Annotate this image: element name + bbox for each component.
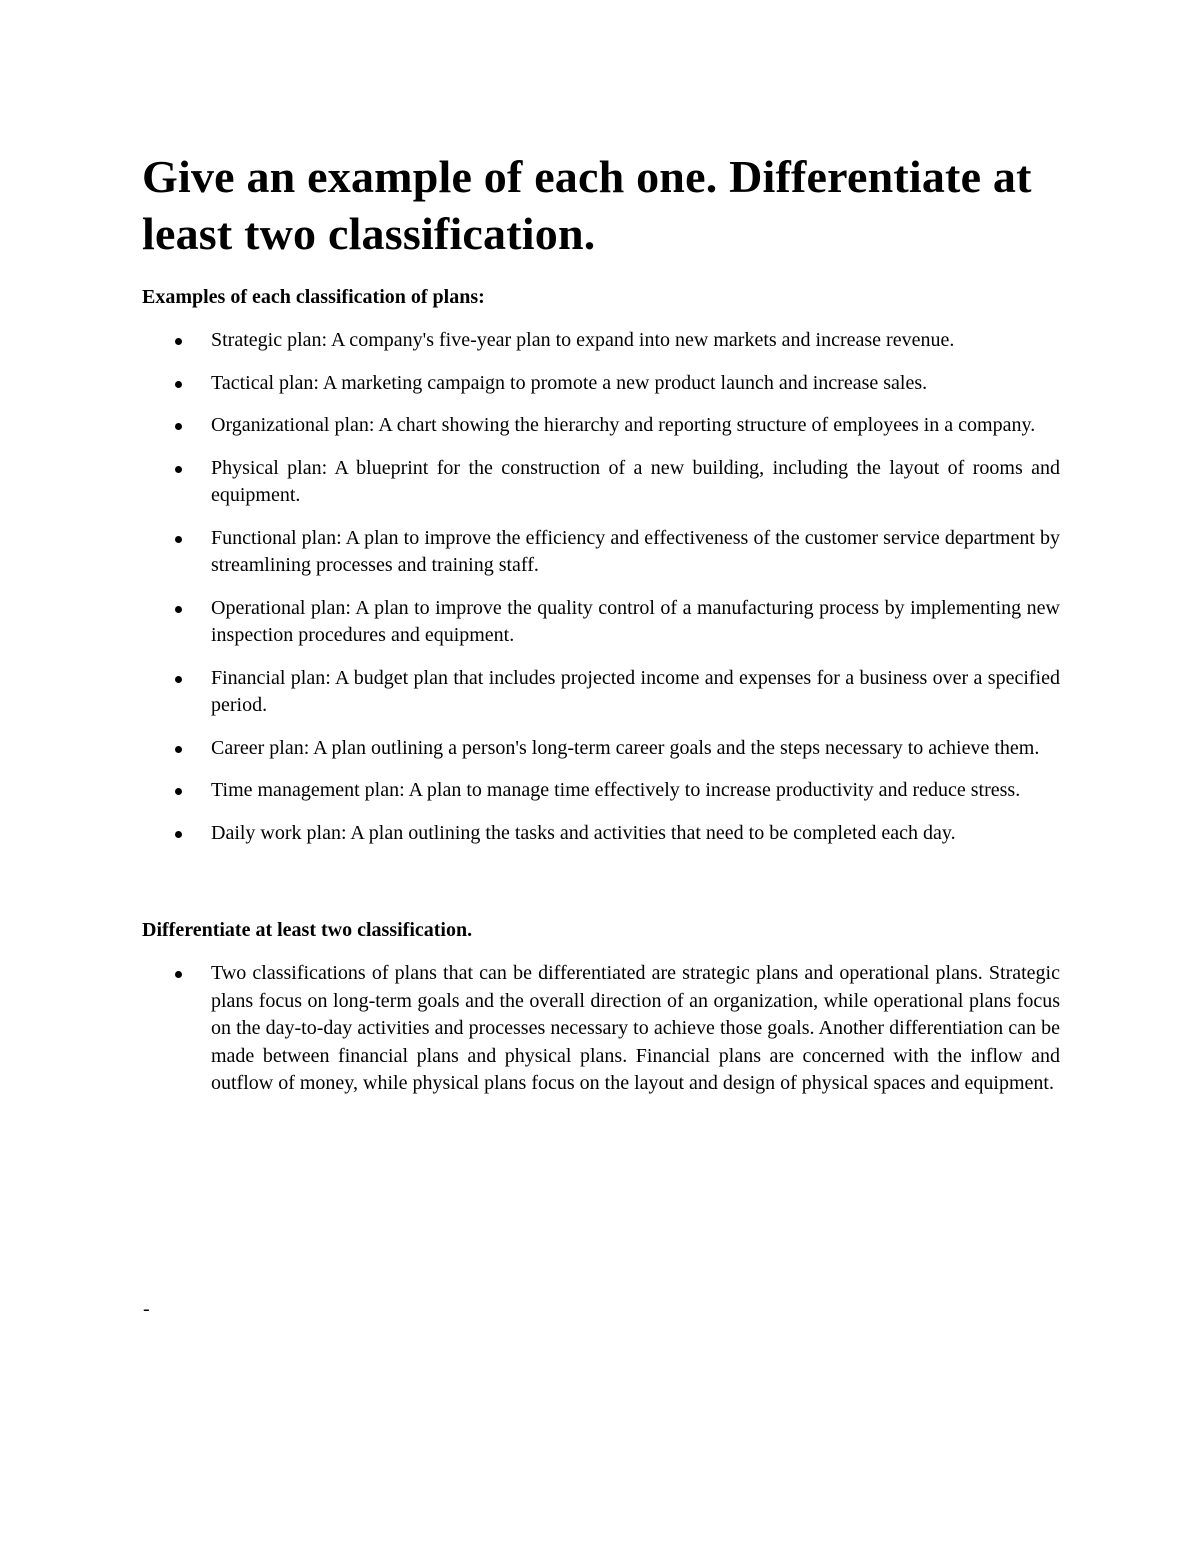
- list-item-text: Tactical plan: A marketing campaign to promote a new product launch and increase sales.: [211, 371, 928, 394]
- list-item: [142, 777, 1060, 805]
- list-item-text: Organizational plan: A chart showing the hierarchy and reporting structure of employees in a company.: [211, 414, 1036, 436]
- bullet-icon: [175, 971, 182, 978]
- list-item-text: Physical plan: A blueprint for the construction of a new building, including the layout of rooms and equipment.: [211, 456, 1060, 506]
- bullet-icon: [175, 381, 182, 388]
- trailing-dash: -: [143, 1298, 150, 1320]
- list-item-text: Career plan: A plan outlining a person's long-term career goals and the steps necessary to achieve them.: [211, 736, 1040, 759]
- list-item-text: Financial plan: A budget plan that includes projected income and expenses for a business over a specified period.: [211, 666, 1060, 716]
- list-item: [142, 412, 1060, 440]
- list-item: [142, 735, 1060, 763]
- list-item-text: Time management plan: A plan to manage time effectively to increase productivity and reduce stress.: [211, 779, 1021, 801]
- document-page: [142, 148, 1060, 1098]
- differentiate-list: [142, 960, 1060, 1098]
- list-item: [142, 370, 1060, 398]
- list-item: [142, 525, 1060, 580]
- list-item: [142, 665, 1060, 720]
- bullet-icon: [175, 788, 182, 795]
- list-item: [142, 820, 1060, 848]
- bullet-icon: [175, 423, 182, 430]
- list-item-text: Two classifications of plans that can be differentiated are strategic plans and operational plans. Strategic plans focus on long-term goals and the overall direction of an organization, while operational plans focus on the day-to-day activities and processes necessary to achieve those goals. Another differentiation can be made between financial plans and physical plans. Financial plans are concerned with the inflow and outflow of money, while physical plans focus on the layout and design of physical spaces and equipment.: [211, 962, 1060, 1094]
- list-item-text: Strategic plan: A company's five-year plan to expand into new markets and increase revenue.: [211, 329, 955, 351]
- bullet-icon: [175, 606, 182, 613]
- list-item: [142, 327, 1060, 355]
- list-item: [142, 960, 1060, 1098]
- document-title: Give an example of each one. Differentiate at least two classification.: [142, 151, 1032, 259]
- bullet-icon: [175, 676, 182, 683]
- differentiate-heading: Differentiate at least two classification.: [142, 919, 473, 941]
- examples-heading: Examples of each classification of plans:: [142, 286, 485, 308]
- list-item-text: Daily work plan: A plan outlining the tasks and activities that need to be completed each day.: [211, 821, 956, 844]
- bullet-icon: [175, 466, 182, 473]
- bullet-icon: [175, 338, 182, 345]
- list-item: [142, 595, 1060, 650]
- bullet-icon: [175, 831, 182, 838]
- list-item-text: Functional plan: A plan to improve the efficiency and effectiveness of the customer service department by streamlining processes and training staff.: [211, 526, 1060, 576]
- bullet-icon: [175, 536, 182, 543]
- list-item-text: Operational plan: A plan to improve the quality control of a manufacturing process by implementing new inspection procedures and equipment.: [211, 596, 1060, 646]
- list-item: [142, 455, 1060, 510]
- examples-list: [142, 327, 1060, 847]
- bullet-icon: [175, 746, 182, 753]
